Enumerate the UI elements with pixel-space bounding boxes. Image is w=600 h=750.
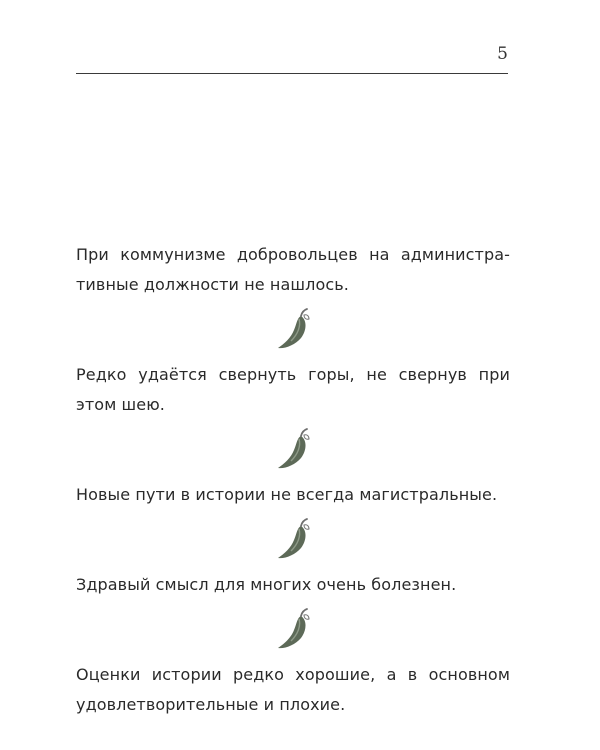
aphorism-line: Оценки истории редко хорошие, а в основном [76,665,510,684]
page-number: 5 [497,44,508,64]
aphorism [76,570,510,600]
aphorism-line: Редко удаётся свернуть горы, не свернув при [76,365,510,384]
aphorism-line: удовлетворительные и плохие. [76,695,346,714]
aphorism [76,480,510,510]
aphorism-line: При коммунизме добровольцев на администра- [76,245,510,264]
aphorism [76,360,510,420]
aphorism [76,240,510,300]
aphorism-line: тивные должности не нашлось. [76,275,349,294]
aphorism-line: этом шею. [76,395,165,414]
header-rule [76,73,508,74]
aphorism-line: Здравый смысл для многих очень болезнен. [76,575,457,594]
chili-pepper-icon [271,606,315,652]
aphorism-list [76,240,510,720]
chili-pepper-icon [271,516,315,562]
chili-pepper-icon [271,426,315,472]
chili-pepper-icon [271,306,315,352]
aphorism-line: Новые пути в истории не всегда магистральные. [76,485,498,504]
aphorism [76,660,510,720]
